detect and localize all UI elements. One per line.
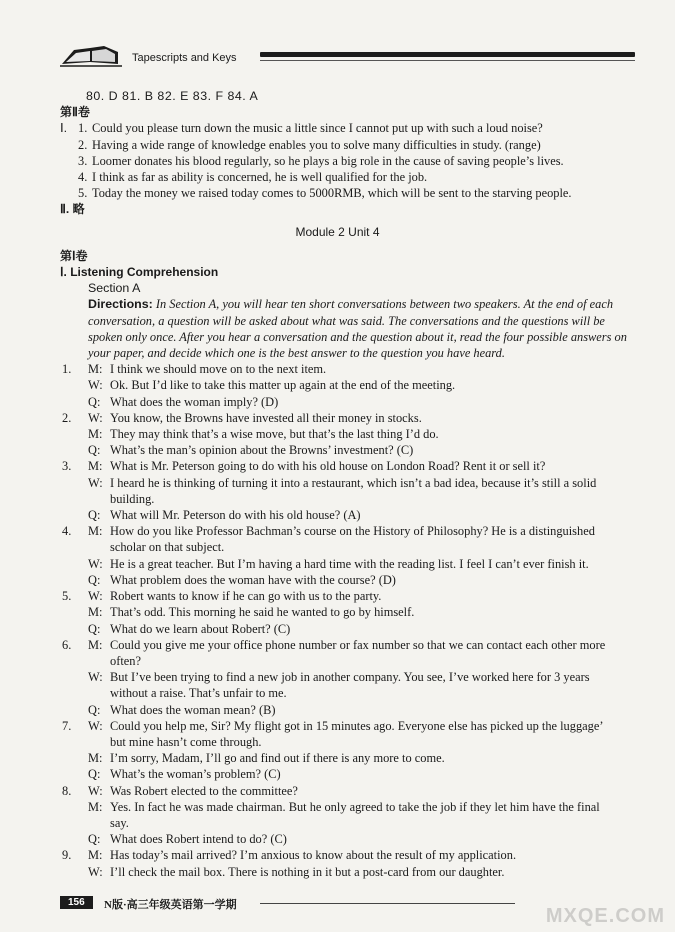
utterance-text: What does Robert intend to do? (C) <box>110 832 287 847</box>
conversation-number: 2. <box>62 410 72 425</box>
utterance-text: Yes. In fact he was made chairman. But he only agreed to take the job if they let him have the final <box>110 799 600 814</box>
utterance-text: I’ll check the mail box. There is nothing in it but a post-card from our daughter. <box>110 864 505 879</box>
page-header <box>60 40 635 70</box>
utterance-continuation: building. <box>110 491 155 506</box>
utterance-text: What does the woman mean? (B) <box>110 702 276 717</box>
speaker-label: W: <box>88 670 103 685</box>
utterance-text: They may think that’s a wise move, but that’s the last thing I’d do. <box>110 427 439 442</box>
utterance-text: What’s the man’s opinion about the Browns’ investment? (C) <box>110 443 414 458</box>
speaker-label: W: <box>88 556 103 571</box>
conversation-line <box>60 523 615 539</box>
utterance-text: But I’ve been trying to find a new job in another company. You see, I’ve worked here for 3 years <box>110 670 590 685</box>
list-item: Ⅰ. 1. Could you please turn down the music a little since I cannot put up with such a loud noise? <box>60 121 543 136</box>
conversation-line <box>60 458 615 474</box>
utterance-text: What do we learn about Robert? (C) <box>110 621 291 636</box>
speaker-label: Q: <box>88 767 101 782</box>
conversation-line <box>60 621 615 637</box>
conversation-number: 6. <box>62 637 72 652</box>
utterance-text: I’m sorry, Madam, I’ll go and find out if there is any more to come. <box>110 751 445 766</box>
utterance-text: You know, the Browns have invested all their money in stocks. <box>110 410 422 425</box>
speaker-label: Q: <box>88 572 101 587</box>
speaker-label: M: <box>88 751 103 766</box>
conversation-line <box>60 750 615 766</box>
list-item: 4. I think as far as ability is concerned, he is well qualified for the job. <box>78 170 428 185</box>
speaker-label: Q: <box>88 832 101 847</box>
conversation-line <box>60 394 615 410</box>
utterance-text: What does the woman imply? (D) <box>110 394 279 409</box>
conversation-line <box>60 507 615 523</box>
utterance-continuation: without a raise. That’s unfair to me. <box>110 686 287 701</box>
utterance-text: I heard he is thinking of turning it into a restaurant, which isn’t a bad idea, because it’s still a solid <box>110 475 597 490</box>
utterance-text: What problem does the woman have with the course? (D) <box>110 572 396 587</box>
speaker-label: M: <box>88 799 103 814</box>
speaker-label: M: <box>88 605 103 620</box>
speaker-label: W: <box>88 864 103 879</box>
utterance-text: Robert wants to know if he can go with us to the party. <box>110 589 382 604</box>
conversation-line <box>60 831 615 847</box>
part2-section1 <box>60 120 615 201</box>
utterance-text: Was Robert elected to the committee? <box>110 783 298 798</box>
speaker-label: W: <box>88 718 103 733</box>
conversation-line <box>60 637 615 653</box>
conversation-line <box>60 572 615 588</box>
answer-key-line: 80. D 81. B 82. E 83. F 84. A <box>86 89 259 103</box>
header-rule <box>260 52 635 57</box>
conversation-line <box>60 426 615 442</box>
utterance-text: Could you help me, Sir? My flight got in 15 minutes ago. Everyone else has picked up the luggage’ <box>110 718 604 733</box>
speaker-label: W: <box>88 783 103 798</box>
conversation-line <box>60 783 615 799</box>
list-item: 5. Today the money we raised today comes to 5000RMB, which will be sent to the starving people. <box>78 186 572 201</box>
utterance-text: What is Mr. Peterson going to do with his old house on London Road? Rent it or sell it? <box>110 459 546 474</box>
conversation-number: 7. <box>62 718 72 733</box>
speaker-label: Q: <box>88 394 101 409</box>
conversation-number: 8. <box>62 783 72 798</box>
utterance-continuation: often? <box>110 653 141 668</box>
speaker-label: W: <box>88 410 103 425</box>
speaker-label: W: <box>88 589 103 604</box>
conversation-line <box>60 604 615 620</box>
speaker-label: M: <box>88 848 103 863</box>
conversation-line <box>60 475 615 491</box>
module-title: Module 2 Unit 4 <box>295 224 380 239</box>
speaker-label: Q: <box>88 443 101 458</box>
conversation-number: 5. <box>62 589 72 604</box>
conversation-line <box>60 702 615 718</box>
list-item: 3. Loomer donates his blood regularly, so he plays a big role in the cause of saving people’s lives. <box>78 153 564 168</box>
utterance-text: He is a great teacher. But I’m having a hard time with the reading list. I feel I can’t ever finish it. <box>110 556 589 571</box>
conversation-list <box>60 361 615 880</box>
utterance-text: What’s the woman’s problem? (C) <box>110 767 281 782</box>
speaker-label: M: <box>88 459 103 474</box>
conversation-line <box>60 556 615 572</box>
utterance-text: Has today’s mail arrived? I’m anxious to know about the result of my application. <box>110 848 517 863</box>
section-heading: Ⅰ. Listening Comprehension <box>60 265 219 280</box>
utterance-continuation: scholar on that subject. <box>110 540 225 555</box>
conversation-line <box>60 766 615 782</box>
footer-text: N版·高三年级英语第一学期 <box>104 899 237 911</box>
conversation-line <box>60 361 615 377</box>
utterance-continuation: say. <box>110 815 129 830</box>
conversation-line <box>60 588 615 604</box>
conversation-number: 9. <box>62 848 72 863</box>
page-number: 156 <box>60 896 93 909</box>
conversation-line <box>60 669 615 685</box>
speaker-label: M: <box>88 637 103 652</box>
speaker-label: W: <box>88 475 103 490</box>
conversation-line <box>60 410 615 426</box>
utterance-text: What will Mr. Peterson do with his old house? (A) <box>110 508 361 523</box>
utterance-text: That’s odd. This morning he said he wanted to go by himself. <box>110 605 415 620</box>
list-item: 2. Having a wide range of knowledge enables you to solve many difficulties in study. (range) <box>78 137 541 152</box>
speaker-label: W: <box>88 378 103 393</box>
utterance-text: How do you like Professor Bachman’s course on the History of Philosophy? He is a distinguished <box>110 524 595 539</box>
conversation-line <box>60 799 615 815</box>
subsection-title: Section A <box>88 281 141 296</box>
conversation-line <box>60 442 615 458</box>
header-rule-thin <box>260 60 635 61</box>
footer-rule <box>260 903 515 904</box>
utterance-continuation: but mine hasn’t come through. <box>110 734 262 749</box>
utterance-text: Ok. But I’d like to take this matter up again at the end of the meeting. <box>110 378 456 393</box>
header-title: Tapescripts and Keys <box>132 52 237 64</box>
speaker-label: Q: <box>88 508 101 523</box>
speaker-label: M: <box>88 427 103 442</box>
part1-label: 第Ⅰ卷 <box>60 248 88 263</box>
conversation-number: 1. <box>62 362 72 377</box>
conversation-number: 3. <box>62 459 72 474</box>
directions: Directions: In Section A, you will hear ten short conversations between two speakers. At the end of each conversation, a question will be asked about what was said. The conversations and the questions will be spoken only once. After you hear a conversation and the question about it, read the four possible answers on your paper, and decide which one is the best answer to the question you have heard. <box>88 297 627 361</box>
directions-label: Directions: <box>88 297 153 312</box>
conversation-line <box>60 377 615 393</box>
utterance-text: I think we should move on to the next item. <box>110 362 327 377</box>
book-logo-icon <box>60 42 122 68</box>
speaker-label: Q: <box>88 621 101 636</box>
part2-label: 第Ⅱ卷 <box>60 105 90 120</box>
speaker-label: M: <box>88 524 103 539</box>
speaker-label: M: <box>88 362 103 377</box>
section-label: Ⅰ. <box>60 121 68 136</box>
page-content <box>60 88 627 880</box>
conversation-number: 4. <box>62 524 72 539</box>
part2-section2: Ⅱ. 略 <box>60 202 85 217</box>
speaker-label: Q: <box>88 702 101 717</box>
watermark-text: MXQE.COM <box>545 905 665 927</box>
watermark <box>525 860 665 930</box>
utterance-text: Could you give me your office phone number or fax number so that we can contact each other more <box>110 637 606 652</box>
conversation-line <box>60 718 615 734</box>
